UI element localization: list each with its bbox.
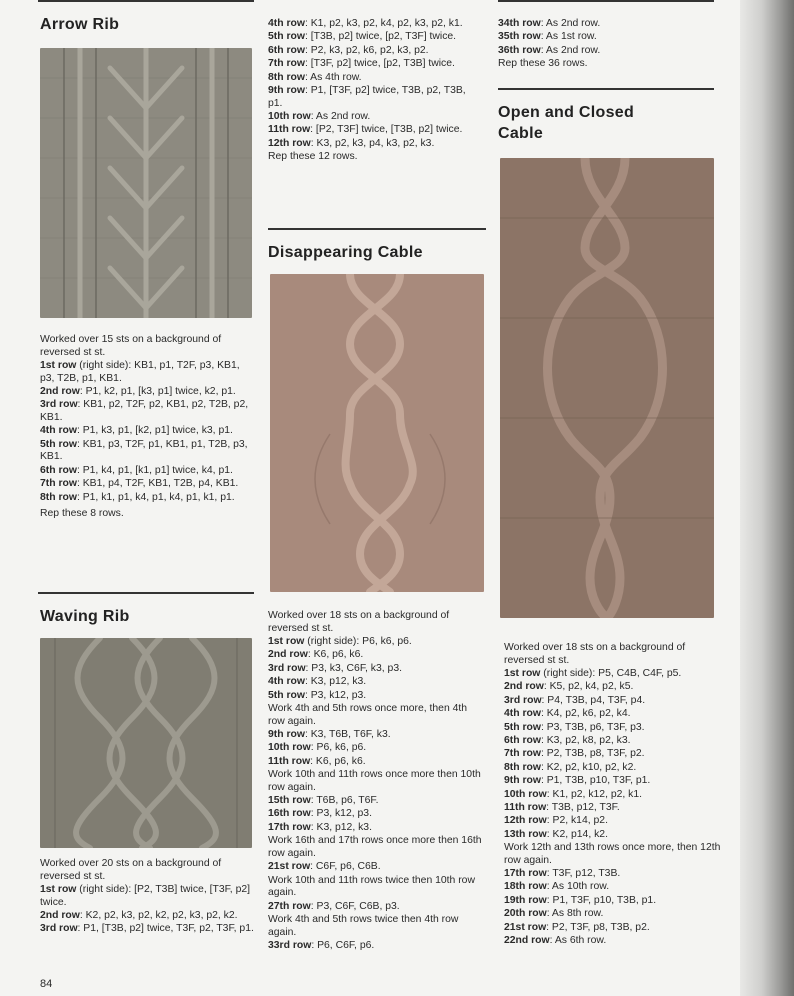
instruction-row: 15th row: T6B, p6, T6F.: [268, 795, 379, 807]
instruction-row: 36th row: As 2nd row.: [498, 44, 601, 56]
instruction-row: 2nd row: K2, p2, k3, p2, k2, p2, k3, p2, k2.: [40, 909, 238, 921]
open-closed-cable-swatch: [500, 158, 714, 618]
instruction-row: 10th row: As 2nd row.: [268, 110, 371, 122]
instruction-row: 9th row: K3, T6B, T6F, k3.: [268, 728, 391, 740]
arrow-rib-instructions: [40, 334, 254, 521]
instruction-row: 21st row: P2, T3F, p8, T3B, p2.: [504, 921, 650, 933]
instruction-row: Work 4th and 5th rows once more, then 4th row again.: [268, 702, 468, 727]
instruction-row: 4th row: K3, p12, k3.: [268, 676, 367, 688]
instruction-row: Work 10th and 11th rows twice then 10th row again.: [268, 874, 475, 899]
section-rule-open-closed: [498, 88, 714, 90]
waving-rib-title: Waving Rib: [40, 608, 130, 625]
page-edge-shadow: [740, 0, 794, 996]
instruction-row: 6th row: K3, p2, k8, p2, k3.: [504, 734, 631, 746]
instruction-row: 6th row: P2, k3, p2, k6, p2, k3, p2.: [268, 44, 429, 56]
instruction-row: 8th row: K2, p2, k10, p2, k2.: [504, 761, 637, 773]
instruction-row: Work 12th and 13th rows once more, then 12th row again.: [504, 842, 721, 866]
instruction-row: 9th row: P1, [T3F, p2] twice, T3B, p2, T3B, p1.: [268, 84, 466, 109]
waving-rib-swatch: [40, 638, 252, 848]
instruction-row: 22nd row: As 6th row.: [504, 935, 607, 946]
instruction-row: 5th row: [T3B, p2] twice, [p2, T3F] twice.: [268, 31, 457, 43]
open-closed-cable-instructions: [504, 642, 726, 948]
instruction-row: 2nd row: K5, p2, k4, p2, k5.: [504, 681, 634, 693]
instruction-row: 35th row: As 1st row.: [498, 31, 597, 43]
instruction-row: 12th row: P2, k14, p2.: [504, 815, 608, 827]
open-closed-cable-intro: Worked over 18 sts on a background of reversed st st.: [504, 642, 686, 666]
instruction-row: Work 16th and 17th rows once more then 16th row again.: [268, 835, 482, 859]
disappearing-cable-intro: Worked over 18 sts on a background of reversed st st.: [268, 610, 450, 634]
instruction-row: 1st row (right side): KB1, p1, T2F, p3, KB1, p3, T2B, p1, KB1.: [40, 359, 240, 384]
disappearing-cable-title: Disappearing Cable: [268, 244, 423, 261]
instruction-row: 17th row: K3, p12, k3.: [268, 821, 372, 833]
instruction-row: 17th row: T3F, p12, T3B.: [504, 868, 621, 880]
instruction-row: 13th row: K2, p14, k2.: [504, 828, 608, 840]
disappearing-cable-continued: [498, 18, 714, 72]
instruction-row: 11th row: T3B, p12, T3F.: [504, 801, 620, 813]
instruction-row: 7th row: [T3F, p2] twice, [p2, T3B] twice.: [268, 58, 455, 70]
waving-rib-continued: [268, 18, 480, 165]
instruction-row: 1st row (right side): [P2, T3B] twice, [T3F, p2] twice.: [40, 883, 251, 908]
disappearing-cable-swatch: [270, 274, 484, 592]
instruction-row: 3rd row: KB1, p2, T2F, p2, KB1, p2, T2B, p2, KB1.: [40, 399, 249, 423]
instruction-row: 20th row: As 8th row.: [504, 908, 604, 920]
instruction-row: 6th row: P1, k4, p1, [k1, p1] twice, k4, p1.: [40, 464, 233, 476]
instruction-row: 5th row: P3, k12, p3.: [268, 689, 367, 701]
instruction-row: 3rd row: P3, k3, C6F, k3, p3.: [268, 662, 402, 674]
instruction-row: 3rd row: P1, [T3B, p2] twice, T3F, p2, T3F, p1.: [40, 923, 254, 935]
page-number: 84: [40, 978, 53, 990]
instruction-row: 3rd row: P4, T3B, p4, T3F, p4.: [504, 694, 646, 706]
disappearing-cable-outro: Rep these 36 rows.: [498, 58, 588, 70]
arrow-rib-title: Arrow Rib: [40, 16, 120, 33]
instruction-row: 9th row: P1, T3B, p10, T3F, p1.: [504, 775, 651, 787]
waving-rib-intro: Worked over 20 sts on a background of reversed st st.: [40, 858, 222, 882]
instruction-row: 1st row (right side): P5, C4B, C4F, p5.: [504, 667, 682, 679]
top-rule-col1: [38, 0, 254, 2]
instruction-row: 11th row: K6, p6, k6.: [268, 755, 366, 767]
instruction-row: 34th row: As 2nd row.: [498, 18, 601, 29]
instruction-row: 2nd row: K6, p6, k6.: [268, 649, 364, 661]
instruction-row: 12th row: K3, p2, k3, p4, k3, p2, k3.: [268, 137, 435, 149]
instruction-row: 4th row: P1, k3, p1, [k2, p1] twice, k3, p1.: [40, 425, 233, 437]
instruction-row: 10th row: K1, p2, k12, p2, k1.: [504, 788, 643, 800]
instruction-row: 5th row: KB1, p3, T2F, p1, KB1, p1, T2B, p3, KB1.: [40, 438, 248, 463]
instruction-row: 7th row: KB1, p4, T2F, KB1, T2B, p4, KB1.: [40, 478, 239, 490]
disappearing-cable-instructions: [268, 610, 484, 953]
instruction-row: 4th row: K4, p2, k6, p2, k4.: [504, 708, 631, 720]
top-rule-col3: [498, 0, 714, 2]
instruction-row: 2nd row: P1, k2, p1, [k3, p1] twice, k2, p1.: [40, 385, 236, 397]
instruction-row: 10th row: P6, k6, p6.: [268, 742, 367, 754]
open-closed-cable-title: Open and Closed Cable: [498, 104, 635, 142]
arrow-rib-intro: Worked over 15 sts on a background of reversed st st.: [40, 334, 222, 358]
waving-rib-outro: Rep these 12 rows.: [268, 151, 358, 163]
instruction-row: 5th row: P3, T3B, p6, T3F, p3.: [504, 721, 645, 733]
instruction-row: 27th row: P3, C6F, C6B, p3.: [268, 900, 400, 912]
instruction-row: 1st row (right side): P6, k6, p6.: [268, 635, 412, 647]
section-rule-waving: [38, 592, 254, 594]
instruction-row: 33rd row: P6, C6F, p6.: [268, 939, 375, 951]
section-rule-disappearing: [268, 228, 486, 230]
arrow-rib-swatch: [40, 48, 252, 318]
instruction-row: 8th row: As 4th row.: [268, 71, 362, 83]
waving-rib-instructions: [40, 858, 254, 937]
instruction-row: 7th row: P2, T3B, p8, T3F, p2.: [504, 748, 645, 760]
instruction-row: Work 4th and 5th rows twice then 4th row again.: [268, 914, 459, 938]
instruction-row: 11th row: [P2, T3F] twice, [T3B, p2] twice.: [268, 124, 463, 136]
instruction-row: 16th row: P3, k12, p3.: [268, 808, 372, 820]
instruction-row: 19th row: P1, T3F, p10, T3B, p1.: [504, 894, 657, 906]
instruction-row: 8th row: P1, k1, p1, k4, p1, k4, p1, k1, p1.: [40, 491, 235, 503]
instruction-row: 4th row: K1, p2, k3, p2, k4, p2, k3, p2, k1.: [268, 18, 463, 29]
instruction-row: Work 10th and 11th rows once more then 10th row again.: [268, 769, 481, 793]
instruction-row: 18th row: As 10th row.: [504, 881, 610, 893]
arrow-rib-outro: Rep these 8 rows.: [40, 508, 124, 520]
instruction-row: 21st row: C6F, p6, C6B.: [268, 861, 381, 873]
